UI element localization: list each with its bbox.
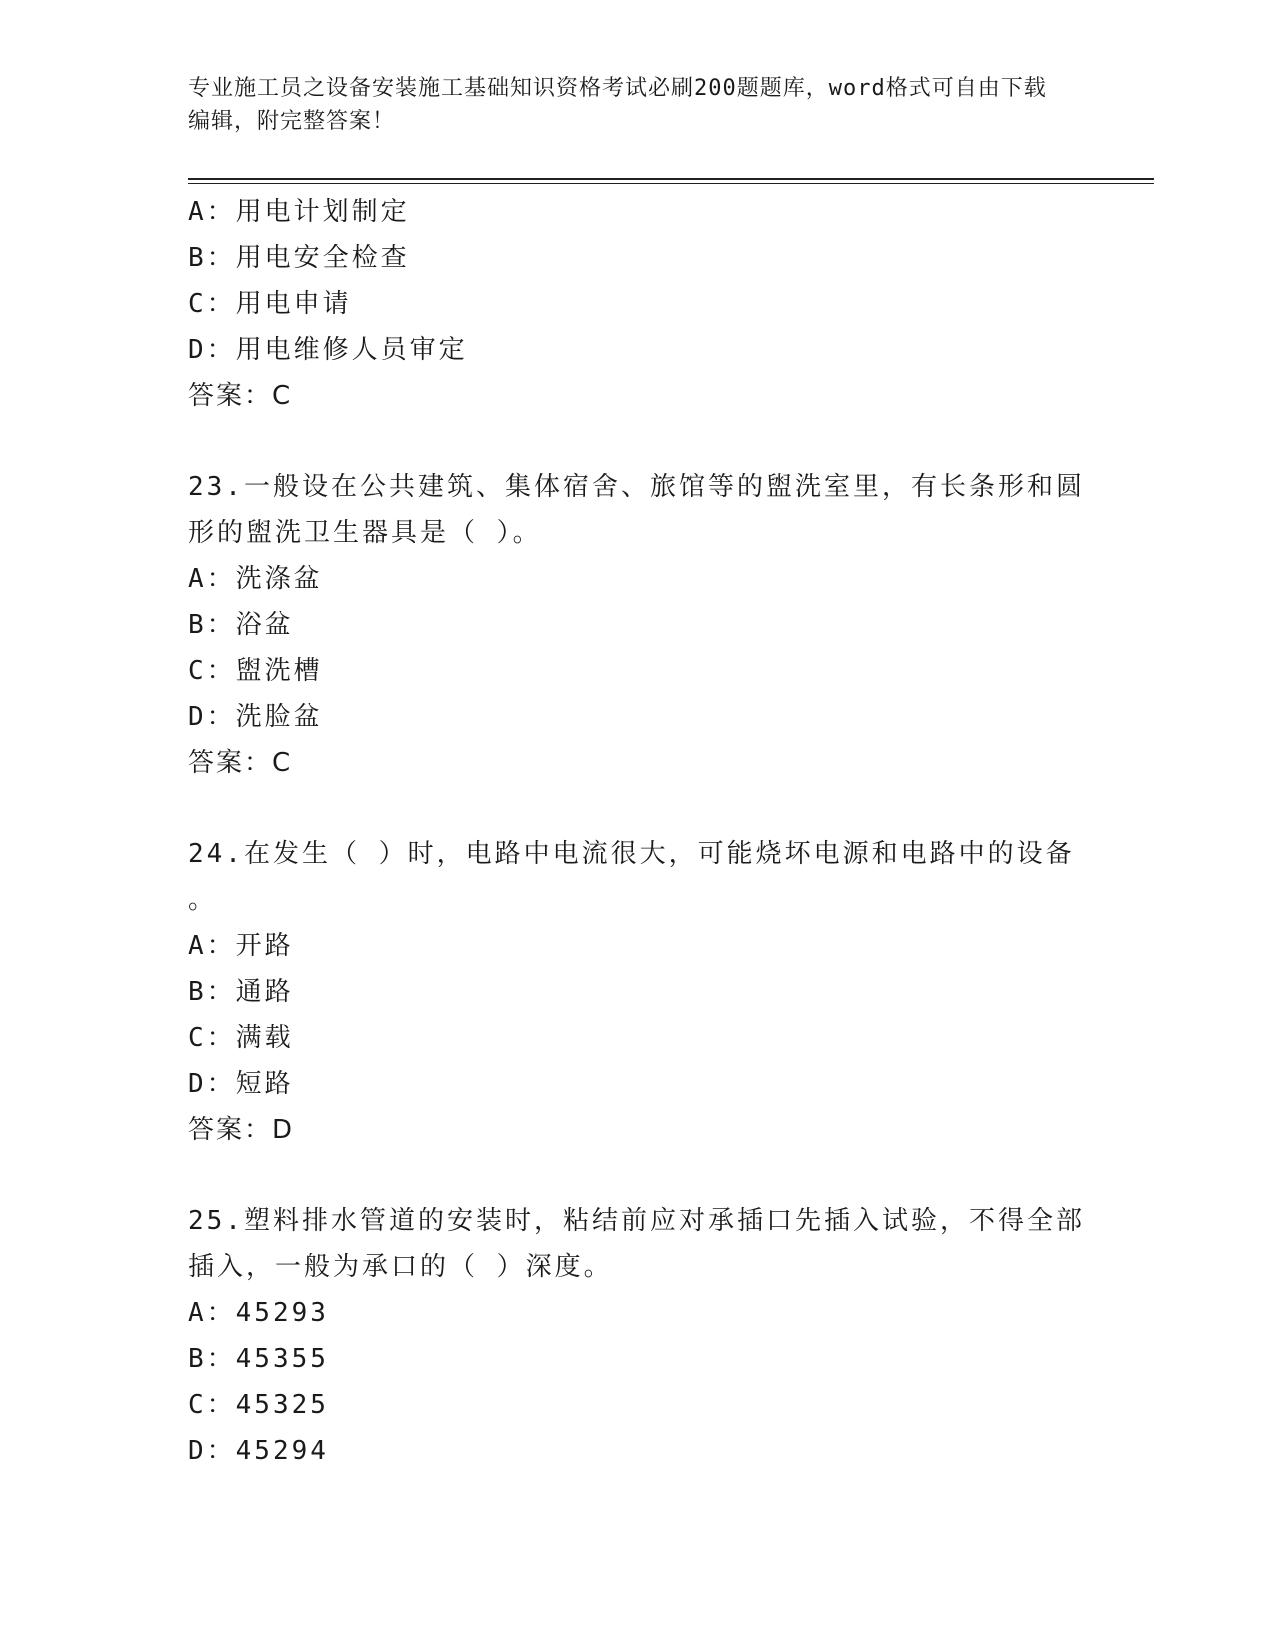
question-list	[188, 189, 1088, 1474]
document-title: 专业施工员之设备安装施工基础知识资格考试必刷200题题库，word格式可自由下载编辑，附完整答案！	[188, 76, 1047, 134]
header-divider-thick	[188, 178, 1154, 180]
question-stem-line: 。	[188, 885, 218, 915]
option-b: B：用电安全检查	[188, 243, 410, 273]
question-stem-line: 形的盥洗卫生器具是（ ）。	[188, 518, 542, 548]
option-a: A：用电计划制定	[188, 197, 410, 227]
question-25	[188, 1198, 1088, 1474]
option-a: A：洗涤盆	[188, 564, 323, 594]
option-a: A：45293	[188, 1298, 329, 1328]
option-d: D：洗脸盆	[188, 702, 323, 732]
option-b: B：45355	[188, 1344, 329, 1374]
option-d: D：用电维修人员审定	[188, 335, 468, 365]
question-stem-line: 插入，一般为承口的（ ）深度。	[188, 1252, 613, 1282]
question-stem-line: 24.在发生（ ）时，电路中电流很大，可能烧坏电源和电路中的设备	[188, 839, 1075, 869]
question-23	[188, 464, 1088, 786]
question-22-tail	[188, 189, 1088, 419]
option-c: C：盥洗槽	[188, 656, 323, 686]
option-b: B：通路	[188, 977, 294, 1007]
option-a: A：开路	[188, 931, 294, 961]
answer: 答案：C	[188, 381, 293, 411]
header-divider-thin	[188, 183, 1154, 184]
option-b: B：浴盆	[188, 610, 294, 640]
answer: 答案：C	[188, 748, 293, 778]
option-d: D：45294	[188, 1436, 329, 1466]
question-24	[188, 831, 1088, 1153]
option-c: C：满载	[188, 1023, 294, 1053]
answer: 答案：D	[188, 1115, 295, 1145]
option-d: D：短路	[188, 1069, 294, 1099]
question-stem-line: 25.塑料排水管道的安装时，粘结前应对承插口先插入试验，不得全部	[188, 1206, 1085, 1236]
option-c: C：用电申请	[188, 289, 352, 319]
question-stem-line: 23.一般设在公共建筑、集体宿舍、旅馆等的盥洗室里，有长条形和圆	[188, 472, 1085, 502]
option-c: C：45325	[188, 1390, 329, 1420]
